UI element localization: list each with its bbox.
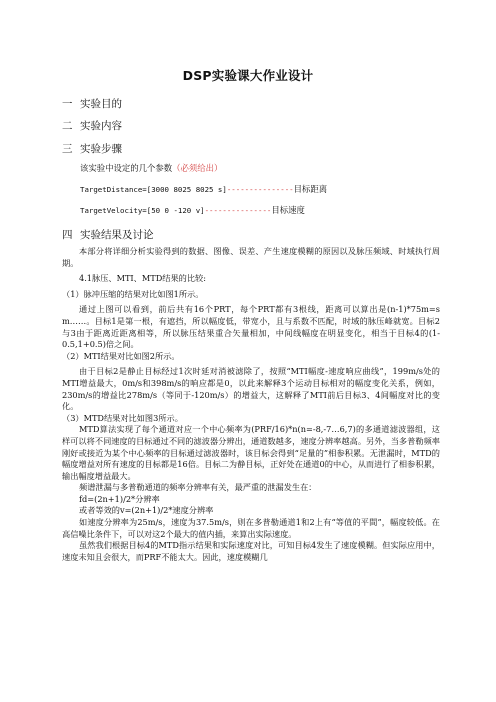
section-label: 实验结果及讨论	[80, 229, 154, 241]
target-velocity-line	[80, 205, 305, 216]
interpolation-paragraph: 如速度分辨率为25m/s，速度为37.5m/s，则在多普勒通道1和2上有“等值的平間”，幅度较低。在高信噪比条件下，可以对这2个最大的值内插，来算出实际速度。	[62, 517, 440, 539]
section-number: 四	[62, 229, 73, 241]
formula-2: 或者等效的v=(2n+1)/2*速度分辨率	[79, 505, 214, 516]
section-label: 实验目的	[80, 98, 122, 110]
velocity-ambiguity-paragraph: 虽然我们根据目标4的MTD指示结果和实际速度对比，可知目标4发生了速度模糊。但实际应用中，速度未知且会很大，而PRF不能太大。因此，速度模糊几	[62, 540, 440, 562]
section-heading-3	[62, 141, 122, 156]
results-body	[62, 246, 440, 563]
section-heading-1	[62, 96, 122, 111]
results-intro-paragraph: 本部分将详细分析实验得到的数据、图像、误差、产生速度模糊的原因以及脉压频域、时域执行周期。	[62, 246, 440, 268]
section-label: 实验内容	[80, 120, 122, 132]
item-2-heading: （2）MTI结果对比如图2所示。	[62, 350, 180, 361]
subsection-4-1-heading: 4.1脉压、MTI、MTD结果的比较:	[79, 273, 206, 284]
target-distance-line	[80, 184, 327, 195]
item-1-heading: （1）脉冲压缩的结果对比如图1所示。	[62, 288, 204, 299]
target-velocity-dashes: ---------------	[204, 206, 272, 215]
section-label: 实验步骤	[80, 143, 122, 155]
required-note: （必须给出）	[172, 163, 223, 173]
section-number: 二	[62, 120, 73, 132]
section-number: 三	[62, 143, 73, 155]
parameter-intro-text: 该实验中设定的几个参数	[80, 163, 173, 173]
target-velocity-code: TargetVelocity=[50 0 -120 v]	[80, 206, 205, 215]
section-heading-2	[62, 118, 122, 133]
target-distance-dashes: ---------------	[226, 185, 294, 194]
leakage-paragraph: 频谱泄漏与多普勒通道的频率分辨率有关，最严重的泄漏发生在：	[79, 482, 317, 493]
mtd-paragraph: MTD算法实现了每个通道对应一个中心频率为(PRF/16)*n(n=-8,-7…6,7)的多通道滤波器组，这样可以将不同速度的目标通过不同的滤波器分辨出，通道数越多，速度分辨率越高。另外，当多普勒频率刚好或接近为某个中心频率的目标通过滤波器时，该目标会得到“足量的”相参积累。无泄漏时，MTD的幅度增益对所有速度的目标都是16倍。目标二为静目标，正好处在通道0的中心，从而进行了相参积累，输出幅度增益最大。	[62, 424, 440, 481]
target-velocity-label: 目标速度	[271, 205, 305, 215]
section-number: 一	[62, 98, 73, 110]
parameter-intro	[80, 163, 222, 174]
pulse-compression-paragraph: 通过上图可以看到，前后共有16个PRT，每个PRT都有3根线，距离可以算出是(n-1)*75m=s m……。目标1是第一根，有遮挡，所以幅度低，带宽小，且与系数不匹配，时域的脉压峰就宽。目标2与3由于距离近距离相等，所以脉压结果重合矢量相加，中间线幅度在明显变化，相当于目标4的(1-0.5,1+0.5)倍之间。	[62, 304, 440, 350]
mti-paragraph: 由于目标2是静止目标经过1次时延对消被滤除了，按照“MTI幅度-速度响应曲线”，199m/s处的MTI增益最大，0m/s和398m/s的响应都是0，以此来解释3个运动目标相对的幅度变化关系，例如，230m/s的增益比278m/s（等同于-120m/s）的增益大，这解释了MTI前后目标3、4间幅度对比的变化。	[62, 366, 440, 412]
section-heading-4	[62, 227, 154, 242]
document-title: DSP实验课大作业设计	[182, 68, 314, 83]
target-distance-code: TargetDistance=[3000 8025 8025 s]	[80, 185, 227, 194]
item-3-heading: （3）MTD结果对比如图3所示。	[62, 412, 183, 423]
target-distance-label: 目标距离	[293, 184, 328, 194]
formula-1: fd=(2n+1)/2*分辨率	[79, 493, 160, 504]
